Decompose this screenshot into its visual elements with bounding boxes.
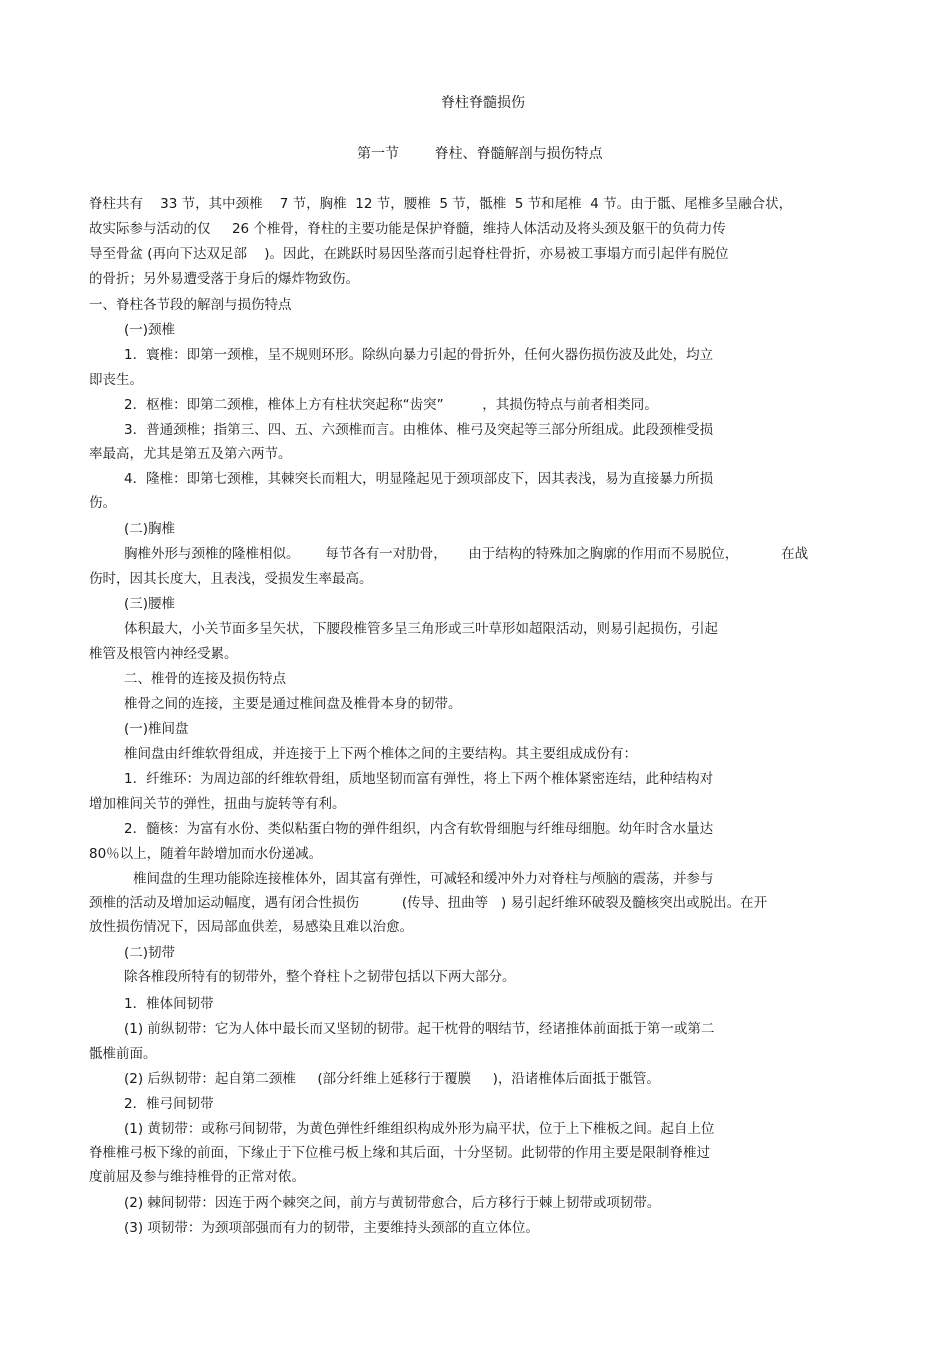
paragraph-line: (3) 项韧带：为颈项部强而有力的韧带，主要维持头颈部的直立体位。 [124, 1220, 539, 1236]
paragraph-line: 椎间盘由纤维软骨组成，并连接于上下两个椎体之间的主要结构。其主要组成成份有： [124, 746, 637, 762]
paragraph-line: 率最高，尤其是第五及第六两节。 [89, 446, 292, 462]
subheading: (二)韧带 [124, 945, 176, 961]
subheading: (二)胸椎 [124, 521, 176, 537]
section-heading: 第一节 脊柱、脊髓解剖与损伤特点 [357, 146, 603, 162]
paragraph-line: (1) 前纵韧带：它为人体中最长而又坚韧的韧带。起干枕骨的咽结节，经诸推体前面抵于第一或第二 [124, 1021, 715, 1037]
paragraph-line: 椎间盘的生理功能除连接椎体外，固其富有弹性，可减轻和缓冲外力对脊柱与颅脑的震荡，并参与 [133, 871, 714, 887]
paragraph-line: 度前屈及参与维持椎骨的正常对侬。 [89, 1169, 305, 1185]
paragraph-line: 导至骨盆 (再向下达双足部 )。因此，在跳跃时易因坠落而引起脊柱骨折，亦易被工事塌方而引起伴有脱位 [89, 246, 729, 262]
paragraph-line: 即丧生。 [89, 372, 143, 388]
paragraph-line: 1．椎体间韧带 [124, 996, 214, 1012]
subheading: (一)椎间盘 [124, 721, 189, 737]
paragraph-line: 体积最大，小关节面多呈矢状，下腰段椎管多呈三角形或三叶草形如超限活动，则易引起损伤，引起 [124, 621, 718, 637]
paragraph-line: 80％以上，随着年龄增加而水份递减。 [89, 846, 323, 862]
document-title: 脊柱脊髓损伤 [441, 95, 525, 111]
paragraph-line: 2．髓核：为富有水份、类似粘蛋白物的弹件组织，内含有软骨细胞与纤维母细胞。幼年时含水量达 [124, 821, 714, 837]
heading-1: 一、脊柱各节段的解剖与损伤特点 [89, 297, 292, 313]
paragraph-line: 2．枢椎：即第二颈椎，椎体上方有柱状突起称“齿突” ，其损伤特点与前者相类同。 [124, 397, 658, 413]
paragraph-line: (2) 后纵韧带：起自第二颈椎 (部分纤维上延移行于覆膜 )，沿诸椎体后面抵于骶管。 [124, 1071, 660, 1087]
paragraph-line: 4．隆椎：即第七颈椎，其棘突长而粗大，明显隆起见于颈项部皮下，因其表浅，易为直接暴力所损 [124, 471, 714, 487]
paragraph-line: 3．普通颈椎；指第三、四、五、六颈椎而言。由椎体、椎弓及突起等三部分所组成。此段颈椎受损 [124, 422, 714, 438]
paragraph-line: 故实际参与活动的仅 26 个椎骨，脊柱的主要功能是保护脊髓，维持人体活动及将头颈及躯干的负荷力传 [89, 221, 726, 237]
paragraph-line: 脊椎椎弓板下缘的前面，下缘止于下位椎弓板上缘和其后面，十分坚韧。此韧带的作用主要是限制脊椎过 [89, 1145, 710, 1161]
subheading: (一)颈椎 [124, 322, 176, 338]
paragraph-line: 椎骨之间的连接，主要是通过椎间盘及椎骨本身的韧带。 [124, 696, 462, 712]
paragraph-line: (1) 黄韧带：或称弓间韧带，为黄色弹性纤维组织构成外形为扁平状，位于上下椎板之间。起自上位 [124, 1121, 715, 1137]
paragraph-line: (2) 棘间韧带：因连于两个棘突之间，前方与黄韧带愈合，后方移行于棘上韧带或项韧带。 [124, 1195, 661, 1211]
paragraph-line: 骶椎前面。 [89, 1046, 157, 1062]
paragraph-line: 伤时，因其长度大，且表浅，受损发生率最高。 [89, 571, 373, 587]
paragraph-line: 除各椎段所特有的韧带外，整个脊柱卜之韧带包括以下两大部分。 [124, 969, 516, 985]
paragraph-line: 颈椎的活动及增加运动幅度，遇有闭合性损伤 (传导、扭曲等 ) 易引起纤维环破裂及髓核突出或脱出。在开 [89, 895, 768, 911]
paragraph-line: 椎管及根管内神经受累。 [89, 646, 238, 662]
subheading: (三)腰椎 [124, 596, 176, 612]
paragraph-line: 2．椎弓间韧带 [124, 1096, 214, 1112]
paragraph-line: 1．纤维环：为周边部的纤维软骨组，质地坚韧而富有弹性，将上下两个椎体紧密连结，此种结构对 [124, 771, 714, 787]
paragraph-line: 1．寰椎：即第一颈椎，呈不规则环形。除纵向暴力引起的骨折外，任何火器伤损伤波及此处，均立 [124, 347, 714, 363]
paragraph-line: 胸椎外形与颈椎的隆椎相似。 每节各有一对肋骨， 由于结构的特殊加之胸廓的作用而不易脱位， 在战 [124, 546, 809, 562]
paragraph-line: 增加椎间关节的弹性，扭曲与旋转等有利。 [89, 796, 346, 812]
paragraph-line: 脊柱共有 33 节，其中颈椎 7 节，胸椎 12 节，腰椎 5 节，骶椎 5 节和尾椎 4 节。由于骶、尾椎多呈融合状， [89, 196, 793, 212]
heading-1: 二、椎骨的连接及损伤特点 [124, 671, 286, 687]
paragraph-line: 伤。 [89, 495, 116, 511]
paragraph-line: 的骨折；另外易遭受落于身后的爆炸物致伤。 [89, 271, 359, 287]
paragraph-line: 放性损伤情况下，因局部血供差，易感染且难以治愈。 [89, 919, 413, 935]
